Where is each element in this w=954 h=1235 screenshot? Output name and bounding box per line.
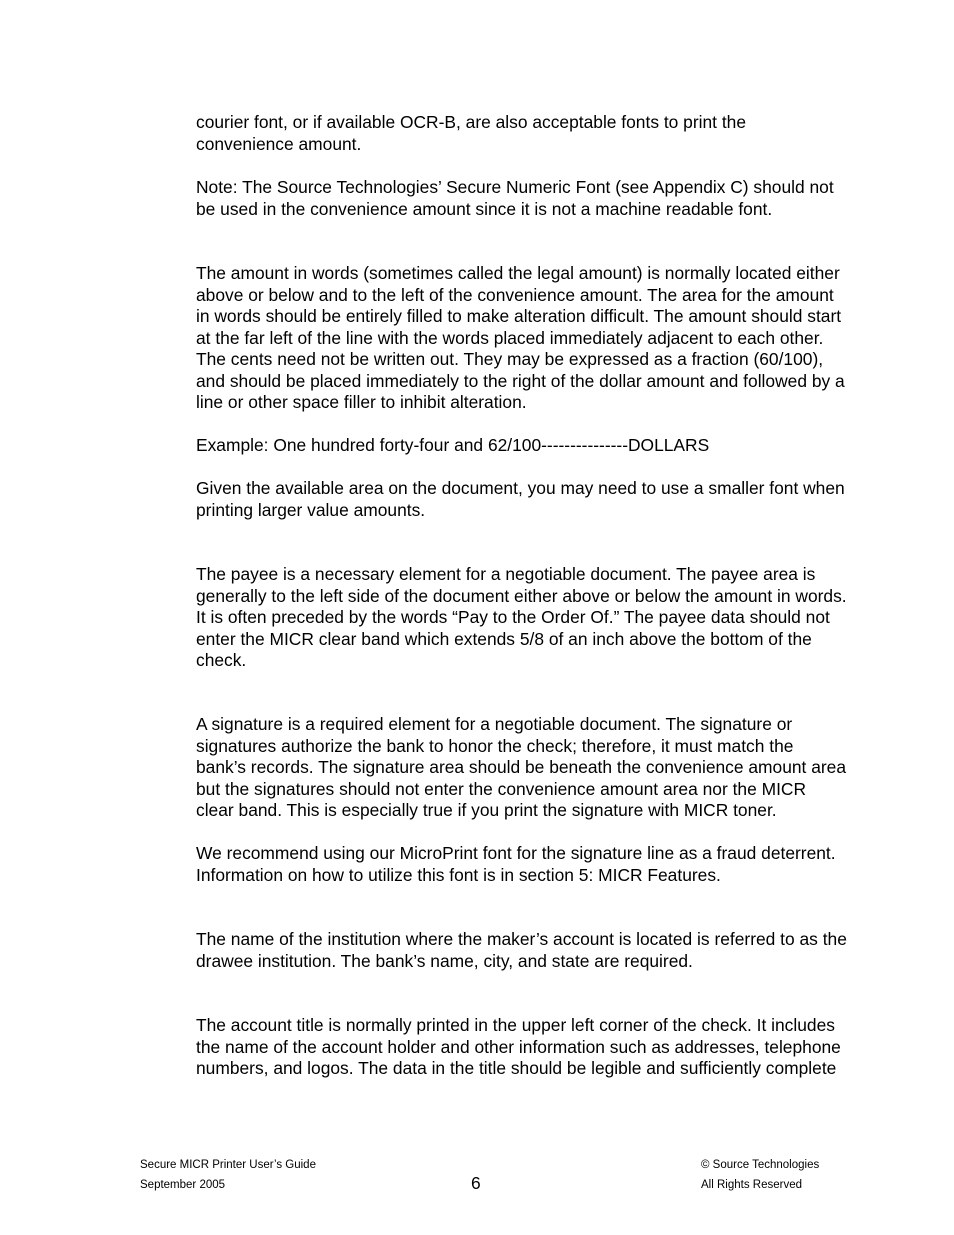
paragraph-drawee-institution: The name of the institution where the maker’s account is located is referred to as the drawee institution. The bank’s name, city, and state are required. xyxy=(196,929,847,971)
page-number: 6 xyxy=(471,1173,481,1193)
paragraph-microprint: We recommend using our MicroPrint font for the signature line as a fraud deterrent. Information on how to utilize this font is in section 5: MICR Features. xyxy=(196,843,836,885)
paragraph-payee: The payee is a necessary element for a negotiable document. The payee area is generally to the left side of the document either above or below the amount in words. It is often preceded by the words “Pay to the Order Of.” The payee data should not enter the MICR clear band which extends 5/8 of an inch above the bottom of the check. xyxy=(196,564,847,670)
paragraph-amount-in-words: The amount in words (sometimes called the legal amount) is normally located either above or below and to the left of the convenience amount. The area for the amount in words should be entirely filled to make alteration difficult. The amount should start at the far left of the line with the words placed immediately adjacent to each other. The cents need not be written out. They may be expressed as a fraction (60/100), and should be placed immediately to the right of the dollar amount and followed by a line or other space filler to inhibit alteration. xyxy=(196,263,845,412)
paragraph-signature: A signature is a required element for a negotiable document. The signature or signatures authorize the bank to honor the check; therefore, it must match the bank’s records. The signature area should be beneath the convenience amount area but the signatures should not enter the convenience amount area nor the MICR clear band. This is especially true if you print the signature with MICR toner. xyxy=(196,714,847,820)
paragraph-account-title: The account title is normally printed in the upper left corner of the check. It includes the name of the account holder and other information such as addresses, telephone numbers, and logos. The data in the title should be legible and sufficiently complete xyxy=(196,1015,841,1078)
footer-rights: All Rights Reserved xyxy=(701,1179,802,1191)
paragraph-courier-font: courier font, or if available OCR-B, are also acceptable fonts to print the convenience amount. xyxy=(196,112,747,154)
footer-copyright: © Source Technologies xyxy=(701,1159,820,1171)
footer-date: September 2005 xyxy=(140,1179,226,1191)
paragraph-secure-numeric-note: Note: The Source Technologies’ Secure Numeric Font (see Appendix C) should not be used in the convenience amount since it is not a machine readable font. xyxy=(196,177,834,219)
paragraph-smaller-font: Given the available area on the document, you may need to use a smaller font when printing larger value amounts. xyxy=(196,478,845,520)
footer-guide-title: Secure MICR Printer User’s Guide xyxy=(140,1159,316,1171)
paragraph-amount-example: Example: One hundred forty-four and 62/100---------------DOLLARS xyxy=(196,435,710,455)
